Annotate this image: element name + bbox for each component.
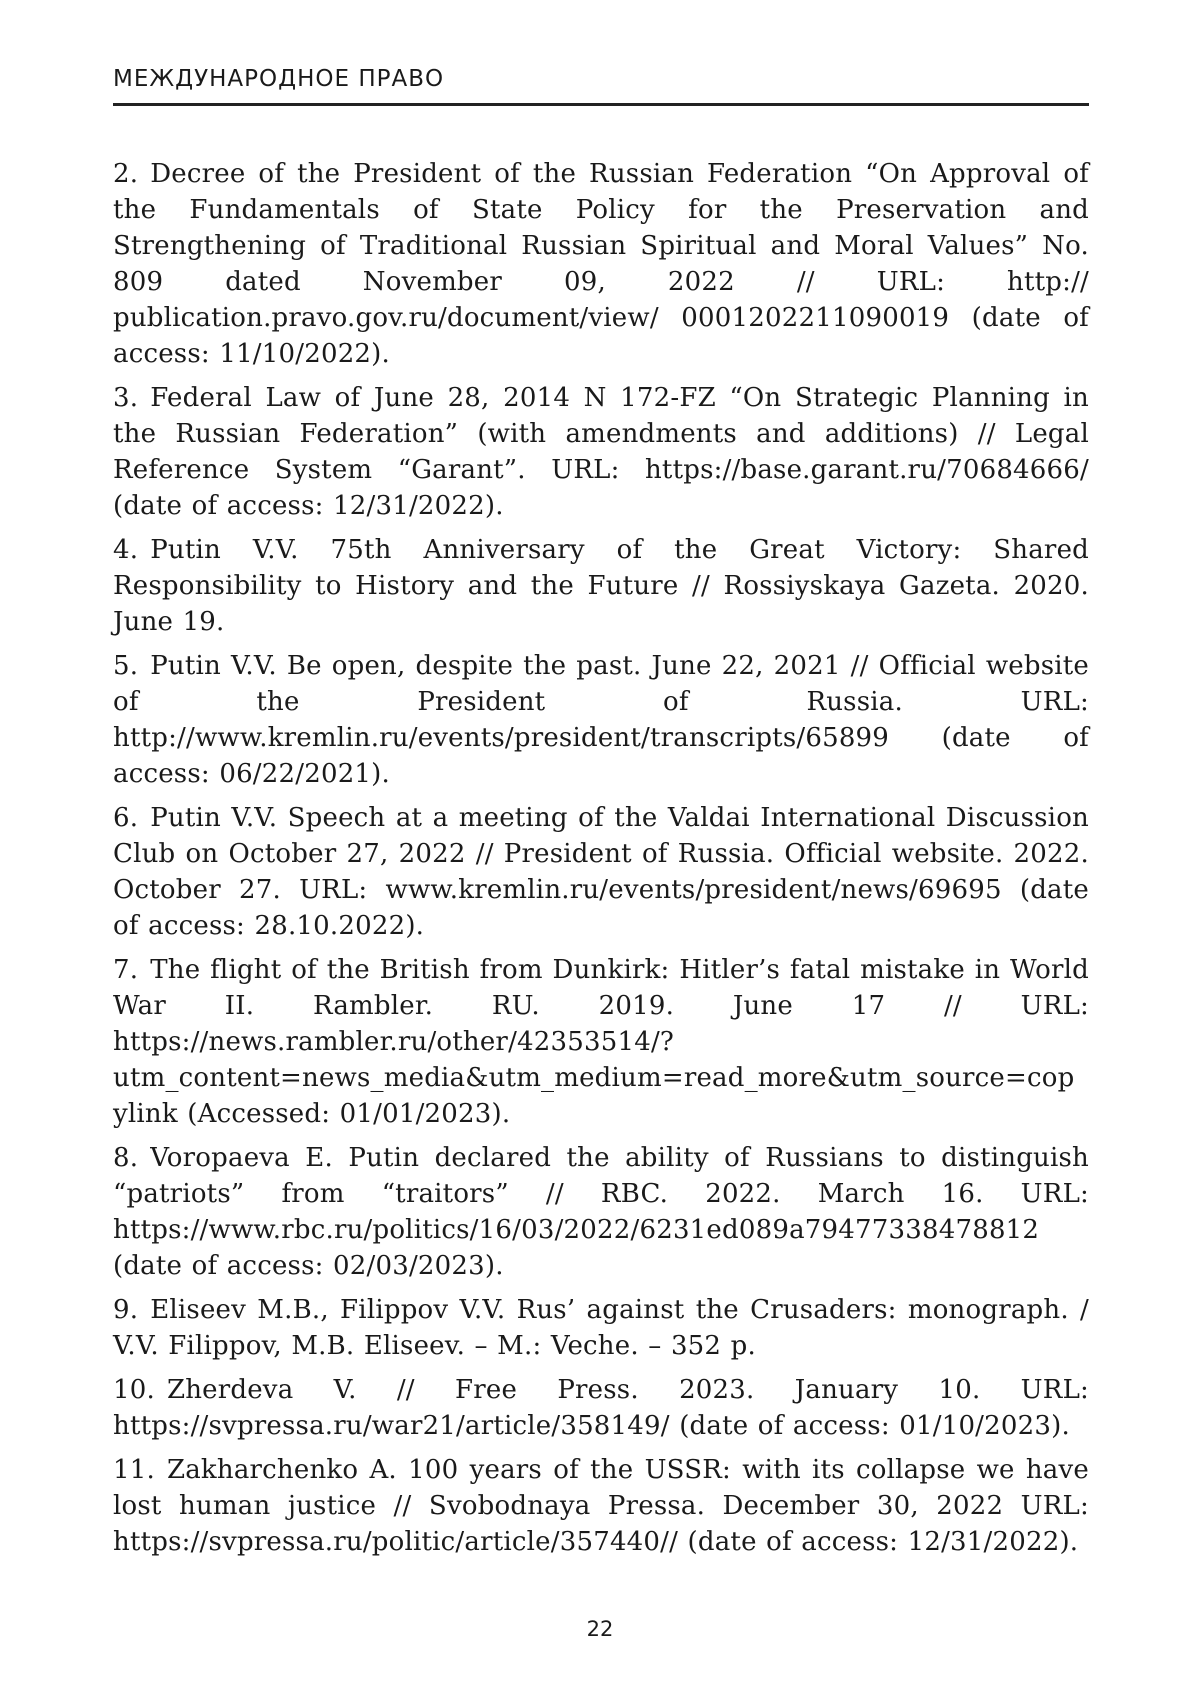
reference-item bbox=[113, 1140, 1089, 1284]
reference-item bbox=[113, 156, 1089, 372]
reference-text: The flight of the British from Dunkirk: Hitler’s fatal mistake in World War II. Rambler. RU. 2019. June 17 // URL: https://news.rambler.ru/other/42353514/?utm_content=news_media&utm_medium=read_more&utm_source=copylink (Accessed: 01/01/2023). bbox=[113, 955, 1089, 1129]
reference-item bbox=[113, 1452, 1089, 1560]
reference-text: Zherdeva V. // Free Press. 2023. January 10. URL: https://svpressa.ru/war21/article/358149/ (date of access: 01/10/2023). bbox=[113, 1375, 1089, 1441]
reference-number: 11. bbox=[113, 1455, 155, 1485]
reference-item bbox=[113, 648, 1089, 792]
page-number: 22 bbox=[586, 1617, 614, 1641]
reference-number: 4. bbox=[113, 535, 139, 565]
reference-item bbox=[113, 1292, 1089, 1364]
reference-text: Federal Law of June 28, 2014 N 172-FZ “On Strategic Planning in the Russian Federation” (with amendments and additions) // Legal Reference System “Garant”. URL: https://base.garant.ru/70684666/ (date of access: 12/31/2022). bbox=[113, 383, 1089, 521]
reference-number: 10. bbox=[113, 1375, 155, 1405]
reference-number: 6. bbox=[113, 803, 139, 833]
reference-text: Putin V.V. Speech at a meeting of the Valdai International Discussion Club on October 27, 2022 // President of Russia. Official website. 2022. October 27. URL: www.kremlin.ru/events/president/news/69695 (date of access: 28.10.2022). bbox=[113, 803, 1089, 941]
reference-number: 8. bbox=[113, 1143, 139, 1173]
reference-text: Putin V.V. Be open, despite the past. June 22, 2021 // Official website of the President of Russia. URL: http://www.kremlin.ru/events/president/transcripts/65899 (date of access: 06/22/2021). bbox=[113, 651, 1089, 789]
reference-number: 7. bbox=[113, 955, 139, 985]
reference-text: Putin V.V. 75th Anniversary of the Great Victory: Shared Responsibility to History and the Future // Rossiyskaya Gazeta. 2020. June 19. bbox=[113, 535, 1089, 637]
header-divider bbox=[113, 103, 1089, 106]
reference-number: 9. bbox=[113, 1295, 139, 1325]
reference-text: Decree of the President of the Russian Federation “On Approval of the Fundamentals of State Policy for the Preservation and Strengthening of Traditional Russian Spiritual and Moral Values” No. 809 dated November 09, 2022 // URL: http:// publication.pravo.gov.ru/document/view/ 0001202211090019 (date of access: 11/10/2022). bbox=[113, 159, 1089, 369]
reference-number: 3. bbox=[113, 383, 139, 413]
reference-item bbox=[113, 952, 1089, 1132]
running-header: МЕЖДУНАРОДНОЕ ПРАВО bbox=[113, 66, 445, 92]
reference-item bbox=[113, 1372, 1089, 1444]
reference-item bbox=[113, 800, 1089, 944]
reference-text: Zakharchenko A. 100 years of the USSR: with its collapse we have lost human justice // Svobodnaya Pressa. December 30, 2022 URL: https://svpressa.ru/politic/article/357440// (date of access: 12/31/2022). bbox=[113, 1455, 1089, 1557]
reference-number: 5. bbox=[113, 651, 139, 681]
reference-text: Voropaeva E. Putin declared the ability of Russians to distinguish “patriots” from “traitors” // RBC. 2022. March 16. URL: https://www.rbc.ru/politics/16/03/2022/6231ed089a79477338478812 (date of access: 02/03/2023). bbox=[113, 1143, 1089, 1281]
reference-item bbox=[113, 380, 1089, 524]
reference-number: 2. bbox=[113, 159, 139, 189]
reference-text: Eliseev M.B., Filippov V.V. Rus’ against the Crusaders: monograph. / V.V. Filippov, M.B. Eliseev. – M.: Veche. – 352 p. bbox=[113, 1295, 1089, 1361]
reference-list bbox=[113, 156, 1089, 1568]
reference-item bbox=[113, 532, 1089, 640]
